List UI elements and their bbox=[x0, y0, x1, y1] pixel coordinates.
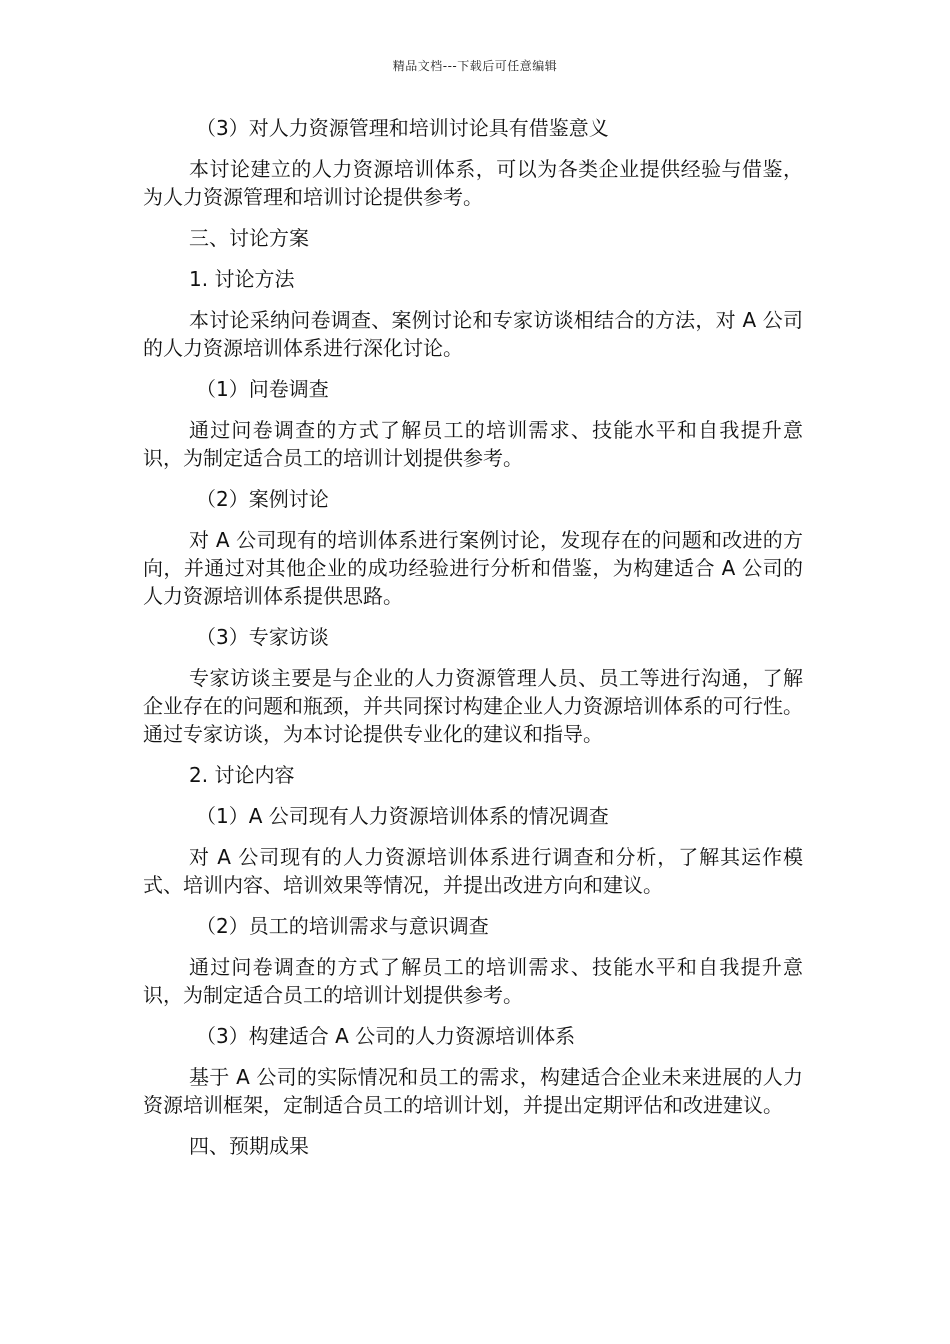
section-heading-research-plan: 三、讨论方案 bbox=[189, 226, 309, 250]
subheading-significance-3: （3）对人力资源管理和培训讨论具有借鉴意义 bbox=[196, 116, 609, 140]
paragraph-significance-3: 本讨论建立的人力资源培训体系，可以为各类企业提供经验与借鉴，为人力资源管理和培训讨论提供参考。 bbox=[143, 157, 803, 209]
page-header: 精品文档---下载后可任意编辑 bbox=[392, 59, 558, 73]
document-body bbox=[143, 114, 803, 1160]
subheading-build-training-system: （3）构建适合 A 公司的人力资源培训体系 bbox=[196, 1024, 576, 1048]
subheading-research-methods: 1. 讨论方法 bbox=[189, 267, 295, 291]
paragraph-case-study: 对 A 公司现有的培训体系进行案例讨论，发现存在的问题和改进的方向，并通过对其他企业的成功经验进行分析和借鉴，为构建适合 A 公司的人力资源培训体系提供思路。 bbox=[143, 528, 803, 608]
paragraph-questionnaire: 通过问卷调查的方式了解员工的培训需求、技能水平和自我提升意识，为制定适合员工的培训计划提供参考。 bbox=[143, 418, 803, 470]
subheading-expert-interview: （3）专家访谈 bbox=[196, 625, 329, 649]
subheading-case-study: （2）案例讨论 bbox=[196, 487, 329, 511]
paragraph-current-system-survey: 对 A 公司现有的人力资源培训体系进行调查和分析，了解其运作模式、培训内容、培训效果等情况，并提出改进方向和建议。 bbox=[143, 845, 803, 897]
subheading-research-content: 2. 讨论内容 bbox=[189, 763, 295, 787]
subheading-training-needs-survey: （2）员工的培训需求与意识调查 bbox=[196, 914, 489, 938]
subheading-questionnaire: （1）问卷调查 bbox=[196, 377, 329, 401]
subheading-current-system-survey: （1）A 公司现有人力资源培训体系的情况调查 bbox=[196, 804, 609, 828]
paragraph-research-methods: 本讨论采纳问卷调查、案例讨论和专家访谈相结合的方法，对 A 公司的人力资源培训体系进行深化讨论。 bbox=[143, 308, 803, 360]
paragraph-build-training-system: 基于 A 公司的实际情况和员工的需求，构建适合企业未来进展的人力资源培训框架，定制适合员工的培训计划，并提出定期评估和改进建议。 bbox=[143, 1065, 803, 1117]
paragraph-expert-interview: 专家访谈主要是与企业的人力资源管理人员、员工等进行沟通，了解企业存在的问题和瓶颈，并共同探讨构建企业人力资源培训体系的可行性。通过专家访谈，为本讨论提供专业化的建议和指导。 bbox=[143, 666, 803, 746]
paragraph-training-needs-survey: 通过问卷调查的方式了解员工的培训需求、技能水平和自我提升意识，为制定适合员工的培训计划提供参考。 bbox=[143, 955, 803, 1007]
section-heading-expected-results: 四、预期成果 bbox=[189, 1134, 309, 1158]
